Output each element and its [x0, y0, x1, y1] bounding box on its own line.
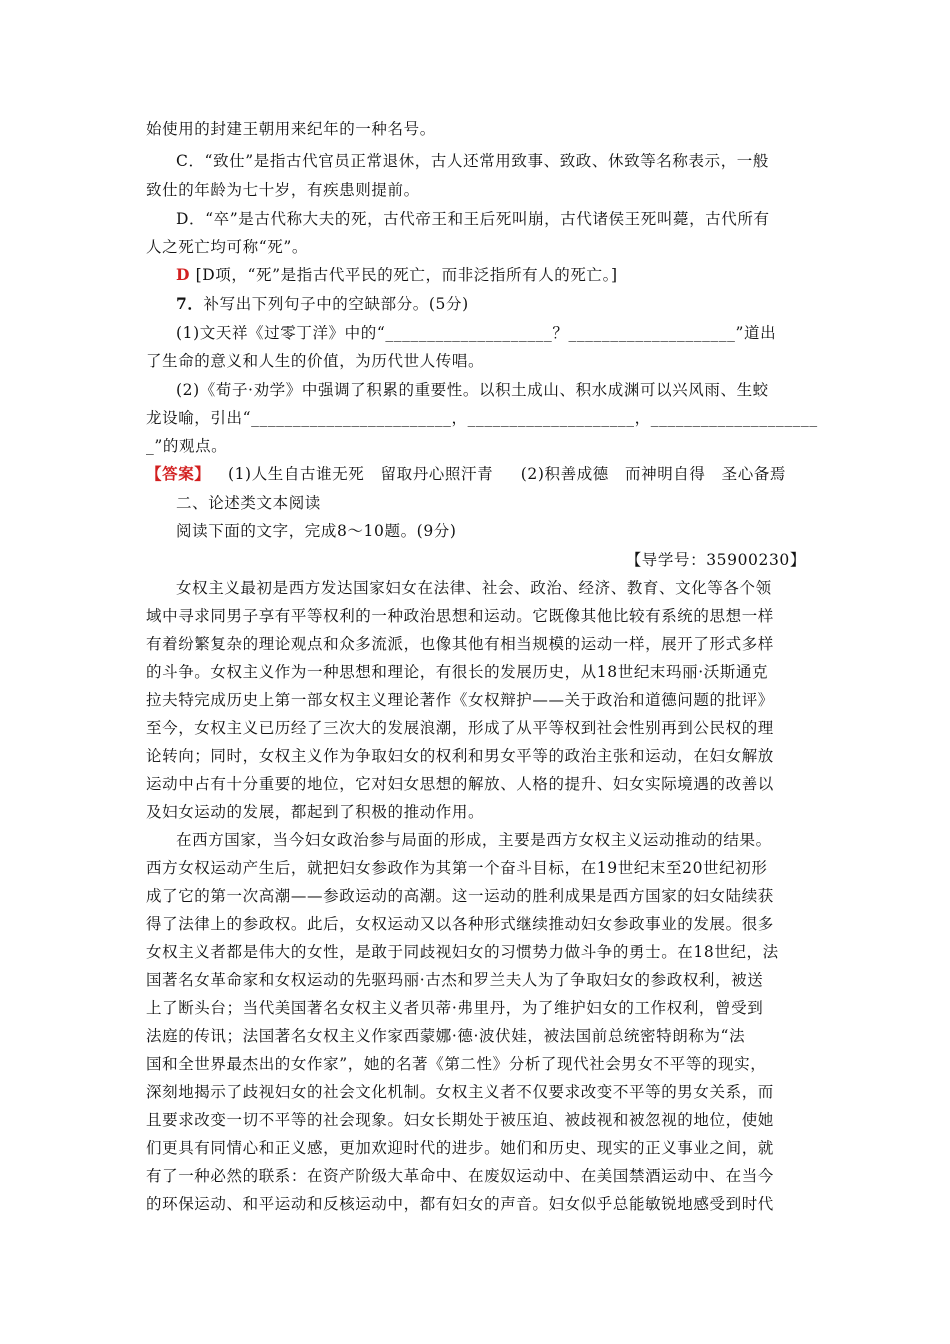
passage-line: 且要求改变一切不平等的社会现象。妇女长期处于被压迫、被歧视和被忽视的地位，使她	[146, 1111, 774, 1129]
option-c-line-2: 致仕的年龄为七十岁，有疾患则提前。	[146, 181, 420, 199]
answer-6-explanation: [D项，“死”是指古代平民的死亡，而非泛指所有人的死亡。]	[195, 266, 618, 284]
question-7-item-2-line-2: 龙设喻，引出“________________________，____________________，____________________	[146, 409, 818, 427]
passage-line: 国和全世界最杰出的女作家”，她的名著《第二性》分析了现代社会男女不平等的现实，	[146, 1055, 767, 1073]
passage-line: 有着纷繁复杂的理论观点和众多流派，也像其他有相当规模的运动一样，展开了形式多样	[146, 635, 774, 653]
section-2-instruction: 阅读下面的文字，完成8～10题。(9分)	[176, 522, 457, 540]
answer-7-part-1: (1)人生自古谁无死 留取丹心照汗青	[227, 465, 494, 483]
option-d-line-2: 人之死亡均可称“死”。	[146, 238, 308, 256]
passage-line: 拉夫特完成历史上第一部女权主义理论著作《女权辩护——关于政治和道德问题的批评》	[146, 691, 774, 709]
fragment-line: 始使用的封建王朝用来纪年的一种名号。	[146, 120, 436, 138]
passage-line: 深刻地揭示了歧视妇女的社会文化机制。女权主义者不仅要求改变不平等的男女关系，而	[146, 1083, 774, 1101]
passage-line: 至今，女权主义已历经了三次大的发展浪潮，形成了从平等权到社会性别再到公民权的理	[146, 719, 774, 737]
passage-line: 论转向；同时，女权主义作为争取妇女的权利和男女平等的政治主张和运动，在妇女解放	[146, 747, 774, 765]
passage-line: 上了断头台；当代美国著名女权主义者贝蒂·弗里丹，为了维护妇女的工作权利，曾受到	[146, 999, 764, 1017]
question-7-text: 补写出下列句子中的空缺部分。(5分)	[203, 295, 469, 313]
passage-line: 国著名女革命家和女权运动的先驱玛丽·古杰和罗兰夫人为了争取妇女的参政权利，被送	[146, 971, 764, 989]
passage-line: 在西方国家，当今妇女政治参与局面的形成，主要是西方女权主义运动推动的结果。	[176, 831, 772, 849]
option-d-line-1: D．“卒”是古代称大夫的死，古代帝王和王后死叫崩，古代诸侯王死叫薨，古代所有	[176, 210, 770, 228]
answer-6-letter: D	[176, 265, 191, 284]
question-7-item-2-line-3: _”的观点。	[146, 437, 228, 455]
answer-6	[176, 264, 806, 286]
answer-7	[146, 463, 806, 485]
passage-line: 及妇女运动的发展，都起到了积极的推动作用。	[146, 803, 485, 821]
question-7-item-1-line-1: (1)文天祥《过零丁洋》中的“____________________？____________________”道出	[176, 324, 777, 342]
passage-line: 得了法律上的参政权。此后，女权运动又以各种形式继续推动妇女参政事业的发展。很多	[146, 915, 774, 933]
passage-line: 有了一种必然的联系：在资产阶级大革命中、在废奴运动中、在美国禁酒运动中、在当今	[146, 1167, 774, 1185]
passage-line: 运动中占有十分重要的地位，它对妇女思想的解放、人格的提升、妇女实际境遇的改善以	[146, 775, 774, 793]
passage-line: 的斗争。女权主义作为一种思想和理论，有很长的发展历史，从18世纪末玛丽·沃斯通克	[146, 663, 769, 681]
question-7-item-1-line-2: 了生命的意义和人生的价值，为历代世人传唱。	[146, 352, 485, 370]
passage-line: 的环保运动、和平运动和反核运动中，都有妇女的声音。妇女似乎总能敏锐地感受到时代	[146, 1195, 774, 1213]
passage-line: 成了它的第一次高潮——参政运动的高潮。这一运动的胜利成果是西方国家的妇女陆续获	[146, 887, 774, 905]
section-2-heading: 二、论述类文本阅读	[176, 494, 321, 512]
question-7-item-2-line-1: (2)《荀子·劝学》中强调了积累的重要性。以积土成山、积水成渊可以兴风雨、生蛟	[176, 381, 769, 399]
passage-line: 域中寻求同男子享有平等权利的一种政治思想和运动。它既像其他比较有系统的思想一样	[146, 607, 774, 625]
passage-line: 女权主义最初是西方发达国家妇女在法律、社会、政治、经济、教育、文化等各个领	[176, 579, 772, 597]
answer-7-label: 【答案】	[146, 464, 211, 483]
passage-line: 法庭的传讯；法国著名女权主义作家西蒙娜·德·波伏娃，被法国前总统密特朗称为“法	[146, 1027, 746, 1045]
passage-line: 西方女权运动产生后，就把妇女参政作为其第一个奋斗目标，在19世纪末至20世纪初形	[146, 859, 768, 877]
option-c-line-1: C．“致仕”是指古代官员正常退休，古人还常用致事、致政、休致等名称表示，一般	[176, 152, 770, 170]
passage-line: 女权主义者都是伟大的女性，是敢于同歧视妇女的习惯势力做斗争的勇士。在18世纪，法	[146, 943, 779, 961]
passage-line: 们更具有同情心和正义感，更加欢迎时代的进步。她们和历史、现实的正义事业之间，就	[146, 1139, 774, 1157]
question-7-title	[176, 293, 806, 315]
answer-7-part-2: (2)积善成德 而神明自得 圣心备焉	[520, 465, 786, 483]
question-7-number: 7．	[176, 294, 204, 313]
guide-number: 【导学号：35900230】	[625, 551, 806, 569]
